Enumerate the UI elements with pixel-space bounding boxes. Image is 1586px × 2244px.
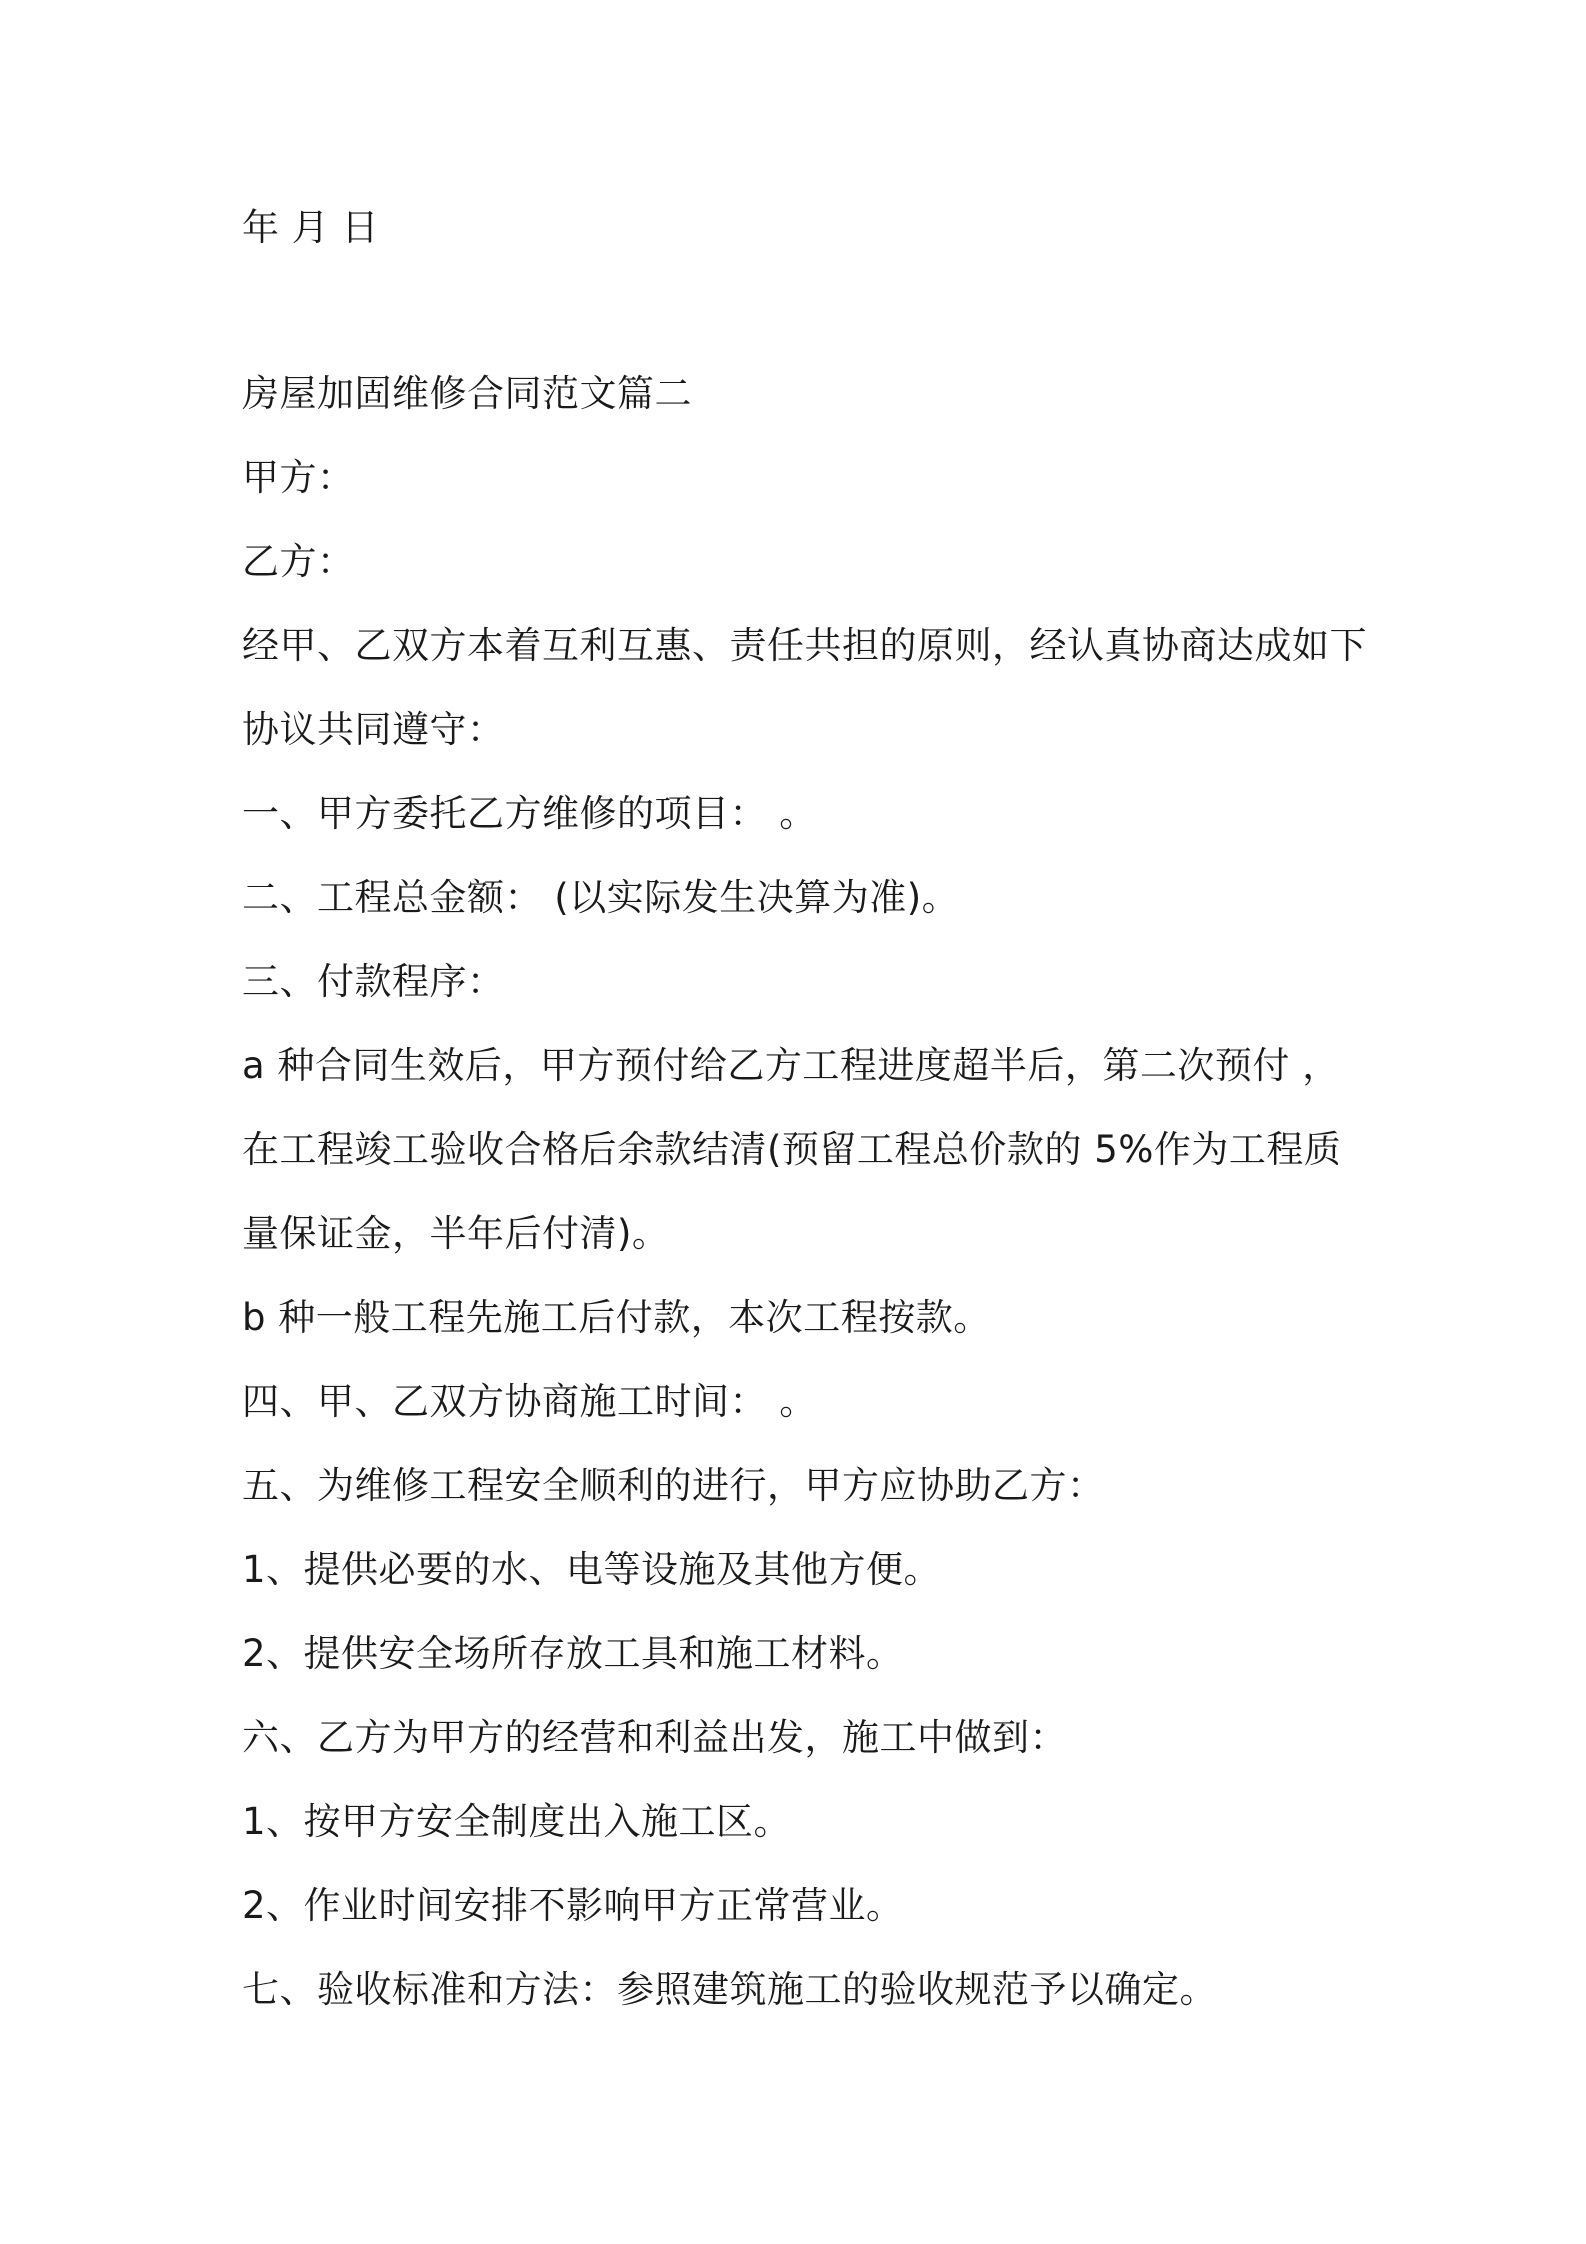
clause-7: 七、验收标准和方法：参照建筑施工的验收规范予以确定。 <box>242 1968 1217 2011</box>
clause-2: 二、工程总金额： (以实际发生决算为准)。 <box>242 876 960 919</box>
document-title: 房屋加固维修合同范文篇二 <box>242 372 692 415</box>
clause-5-item-1: 1、提供必要的水、电等设施及其他方便。 <box>242 1548 942 1591</box>
clause-3: 三、付款程序： <box>242 960 505 1003</box>
clause-6: 六、乙方为甲方的经营和利益出发，施工中做到： <box>242 1716 1067 1759</box>
clause-3-a-line-1: a 种合同生效后，甲方预付给乙方工程进度超半后，第二次预付 ， <box>242 1044 1340 1087</box>
party-a-label: 甲方： <box>242 456 355 499</box>
clause-5-item-2: 2、提供安全场所存放工具和施工材料。 <box>242 1632 904 1675</box>
clause-3-a-line-3: 量保证金，半年后付清)。 <box>242 1212 670 1255</box>
clause-6-item-1: 1、按甲方安全制度出入施工区。 <box>242 1800 792 1843</box>
clause-5: 五、为维修工程安全顺利的进行，甲方应协助乙方： <box>242 1464 1105 1507</box>
intro-paragraph-line-1: 经甲、乙双方本着互利互惠、责任共担的原则，经认真协商达成如下 <box>242 624 1367 667</box>
clause-6-item-2: 2、作业时间安排不影响甲方正常营业。 <box>242 1884 904 1927</box>
intro-paragraph-line-2: 协议共同遵守： <box>242 708 505 751</box>
party-b-label: 乙方： <box>242 540 355 583</box>
clause-1: 一、甲方委托乙方维修的项目： 。 <box>242 792 817 835</box>
clause-3-a-line-2: 在工程竣工验收合格后余款结清(预留工程总价款的 5%作为工程质 <box>242 1128 1342 1171</box>
date-line: 年 月 日 <box>242 206 380 249</box>
clause-4: 四、甲、乙双方协商施工时间： 。 <box>242 1380 817 1423</box>
clause-3-b: b 种一般工程先施工后付款，本次工程按款。 <box>242 1296 991 1339</box>
